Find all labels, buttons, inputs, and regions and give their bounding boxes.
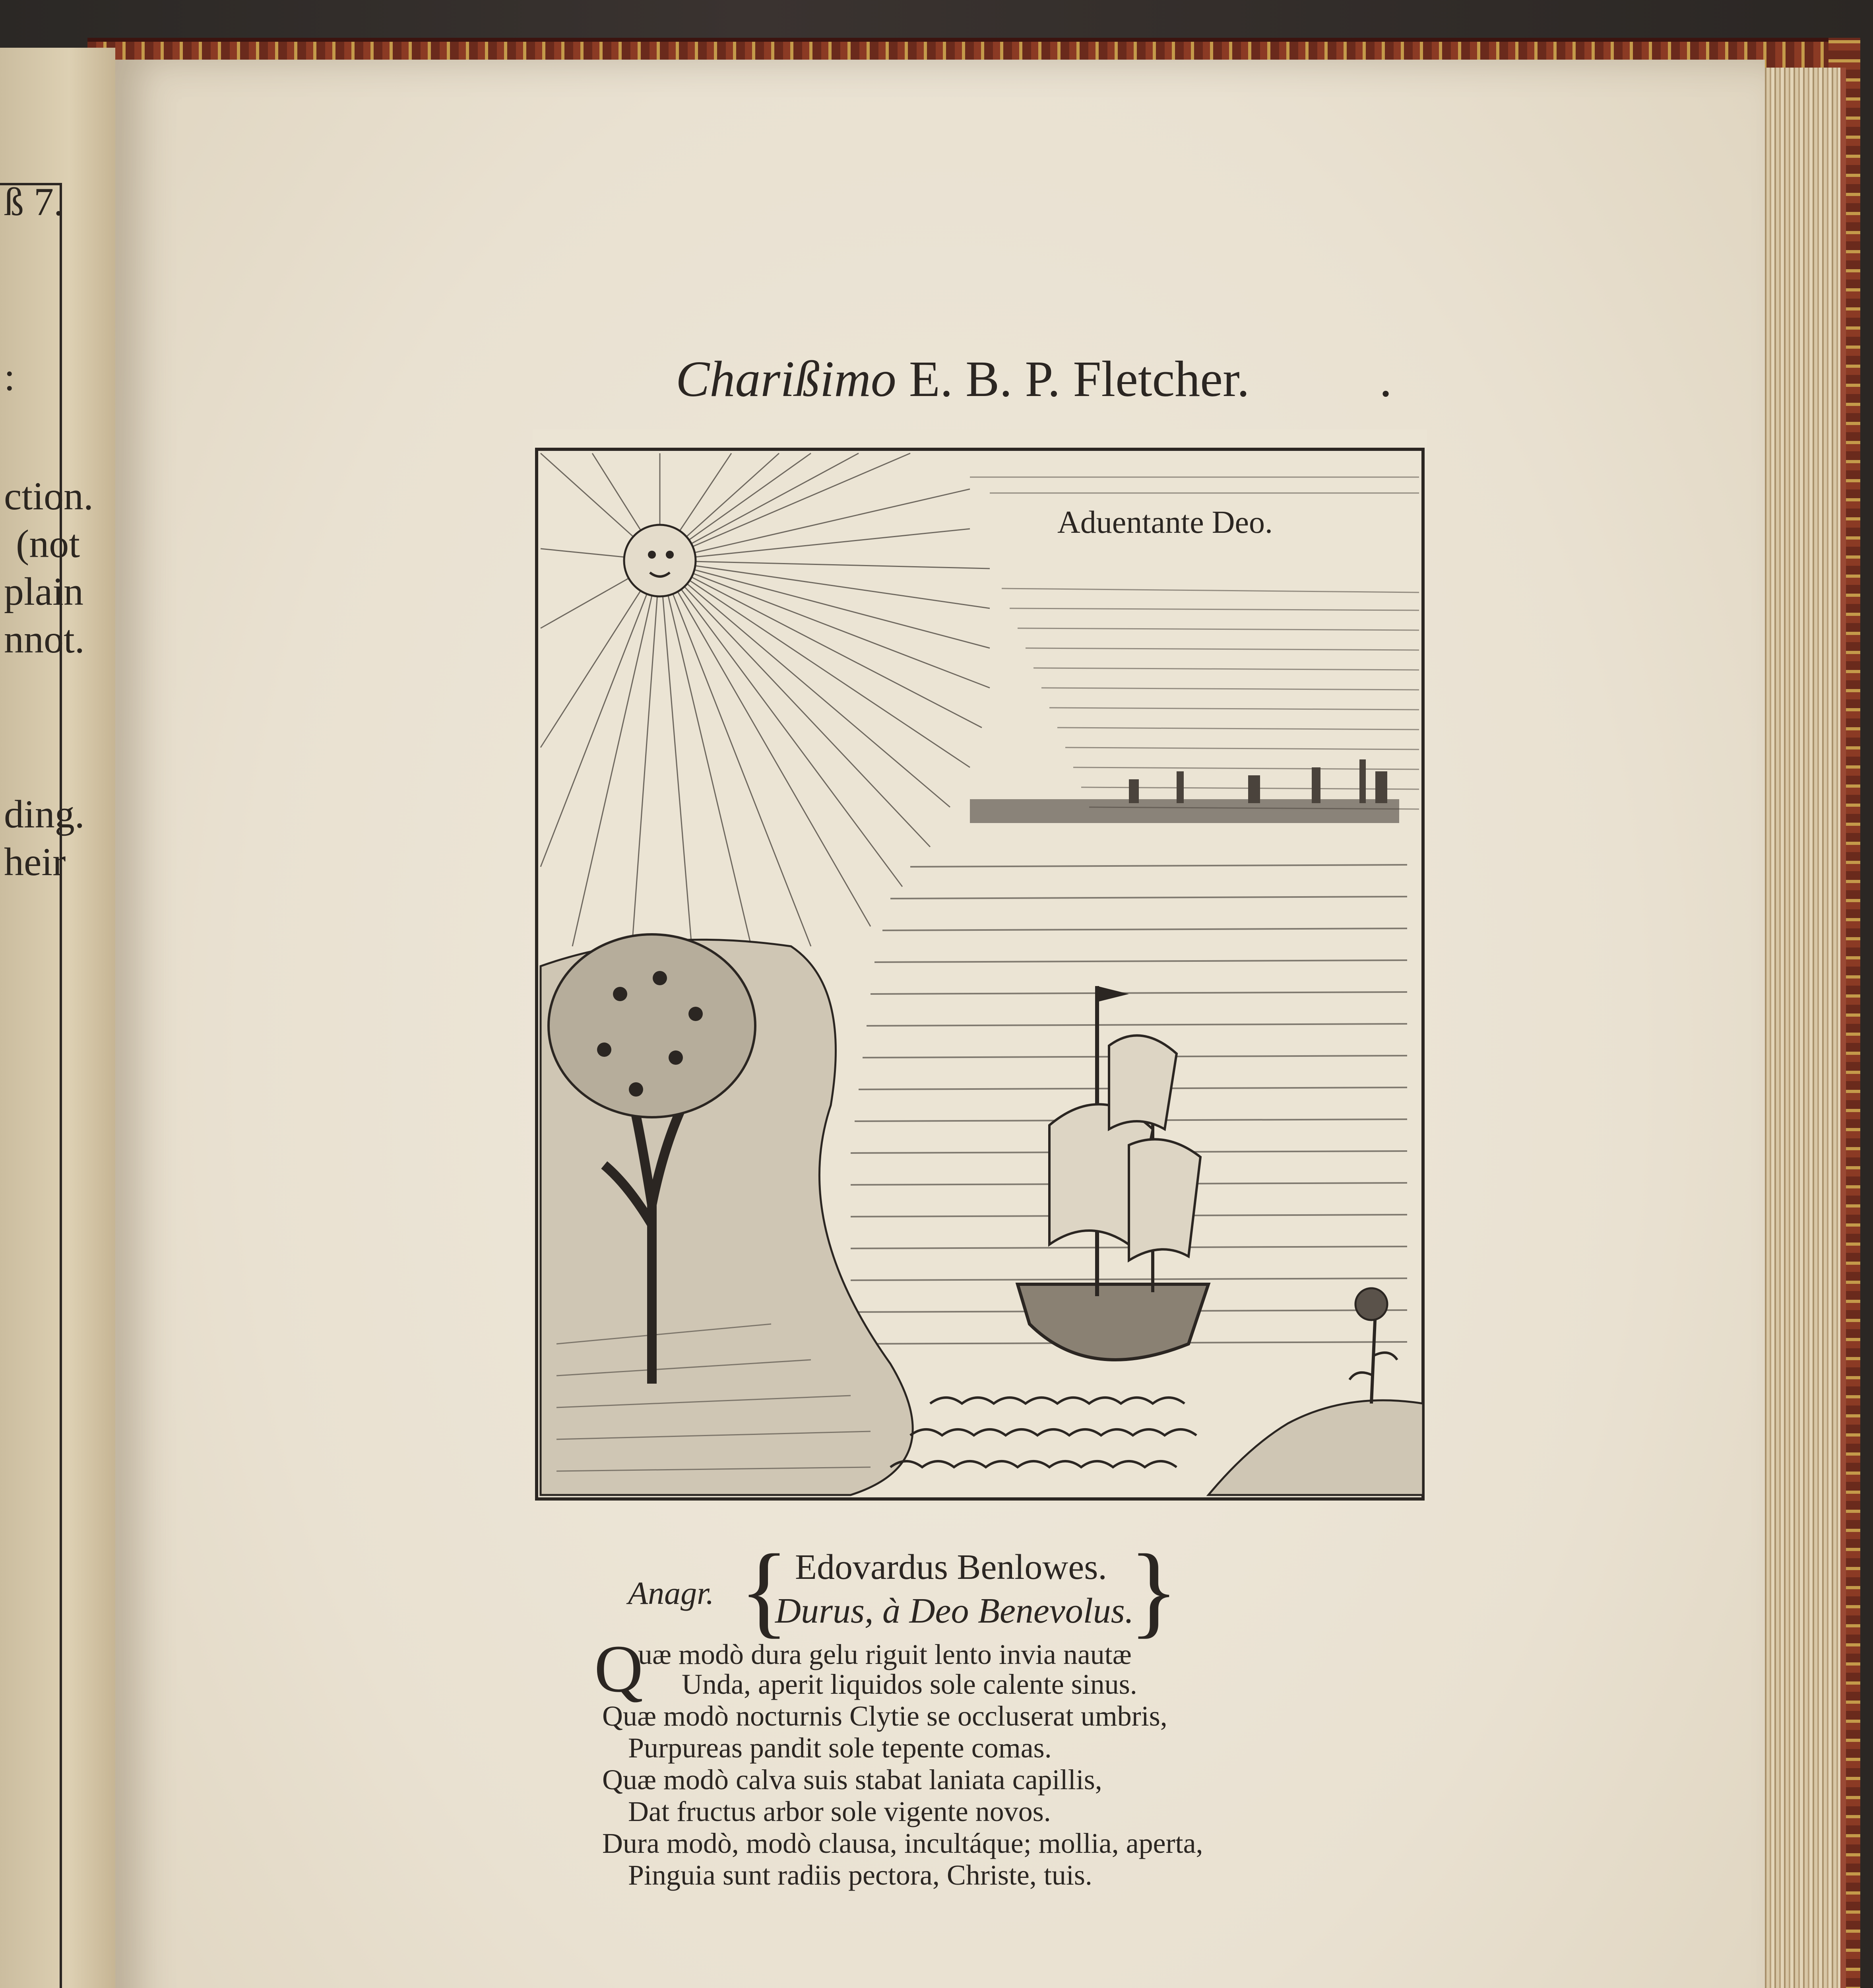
- left-page-line: ction.: [4, 474, 93, 518]
- poem-line: Dura modò, modò clausa, incultáque; mollia, aperta,: [602, 1827, 1203, 1859]
- left-page-line: (not: [16, 522, 80, 566]
- page-title: [676, 350, 1351, 421]
- poem-line: Unda, aperit liquidos sole calente sinus.: [682, 1668, 1137, 1700]
- anagram-label: Anagr.: [628, 1575, 714, 1611]
- latin-poem: [594, 1631, 1270, 1916]
- page-title-trailing-mark: .: [1379, 351, 1392, 407]
- left-page: [0, 48, 115, 1988]
- poem-line: Pinguia sunt radiis pectora, Christe, tuis.: [628, 1859, 1092, 1891]
- poem-line: uæ modò dura gelu riguit lento invia nautæ: [638, 1639, 1132, 1670]
- poem-line: Dat fructus arbor sole vigente novos.: [628, 1796, 1051, 1827]
- left-page-line: :: [4, 355, 15, 399]
- left-brace: {: [739, 1533, 789, 1648]
- page-title-italic: Charißimo: [676, 351, 896, 407]
- left-page-line: heir: [4, 840, 66, 884]
- emblem-engraving: [533, 429, 1427, 1503]
- poem-line: Quæ modò calva suis stabat laniata capillis,: [602, 1764, 1102, 1796]
- left-page-rule: [0, 183, 62, 1988]
- anagram-block: [628, 1533, 1185, 1648]
- left-page-line: ding.: [4, 792, 85, 836]
- engraving-svg: [533, 429, 1427, 1503]
- anagram-name: Edovardus Benlowes.: [795, 1547, 1107, 1587]
- anagram-solution: Durus, à Deo Benevolus.: [775, 1591, 1134, 1631]
- poem-line: Purpureas pandit sole tepente comas.: [628, 1732, 1052, 1764]
- left-page-line: ß 7.: [4, 180, 64, 224]
- poem-line: Quæ modò nocturnis Clytie se occluserat umbris,: [602, 1700, 1167, 1732]
- page-title-rest: E. B. P. Fletcher.: [909, 351, 1250, 407]
- engraving-motto: Aduentante Deo.: [1057, 505, 1273, 540]
- left-page-line: plain: [4, 569, 83, 613]
- sun: [624, 525, 696, 596]
- right-brace: }: [1129, 1533, 1179, 1648]
- page-block-edges: [1757, 68, 1846, 1988]
- left-page-line: nnot.: [4, 617, 85, 661]
- poem-drop-cap: Q: [594, 1631, 643, 1706]
